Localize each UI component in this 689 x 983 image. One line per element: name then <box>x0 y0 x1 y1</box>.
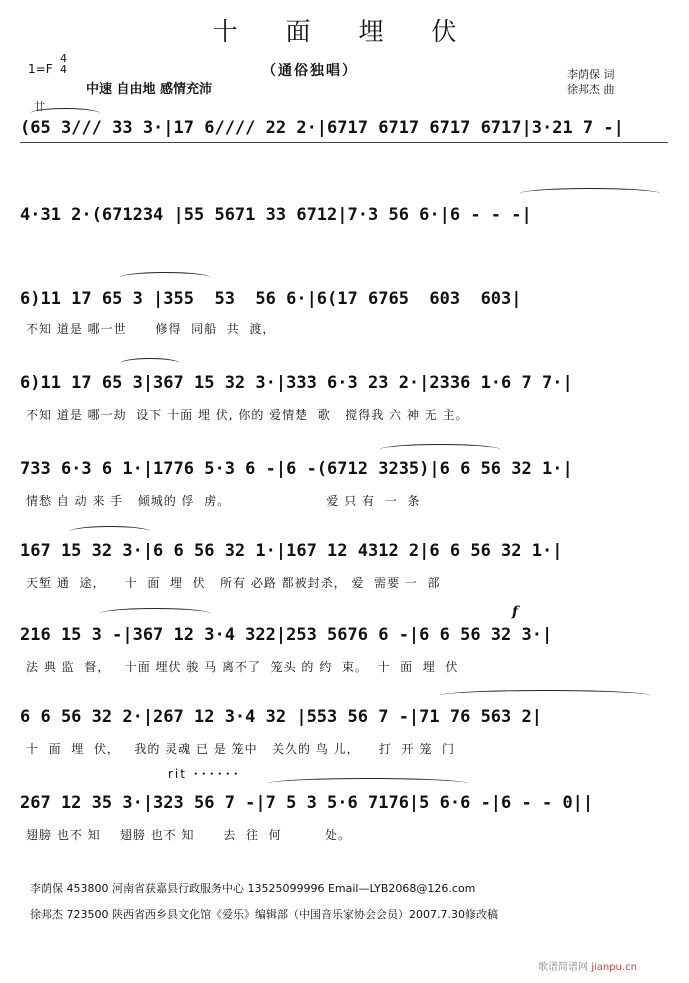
time-signature <box>60 53 67 75</box>
lyrics-row-7: 法 典 监 督， 十面 埋伏 骏 马 离不了 笼头 的 约 束。 十 面 埋 伏 <box>26 660 459 674</box>
notation-row-2: 4·31 2·(671234 |55 5671 33 6712|7·3 56 6·|6 - - -| <box>20 205 532 225</box>
lyrics-row-6: 天堑 通 途， 十 面 埋 伏 所有 必路 都被封杀， 爱 需要 一 部 <box>26 576 441 590</box>
underline-beam <box>20 142 668 143</box>
composer-credit: 徐邦杰 曲 <box>567 83 615 96</box>
slur <box>268 778 468 789</box>
slur <box>520 188 660 199</box>
slur <box>440 690 650 701</box>
notation-row-8: 6 6 56 32 2·|267 12 3·4 32 |553 56 7 -|71 76 563 2| <box>20 707 542 727</box>
footer-line-1: 李荫保 453800 河南省获嘉县行政服务中心 13525099996 Email—LYB2068@126.com <box>30 882 476 895</box>
ritardando-mark: rit ･･････ <box>168 767 241 781</box>
notation-row-3: 6)11 17 65 3 |355 53 56 6·|6(17 6765 603 603| <box>20 289 522 309</box>
notation-row-6: 167 15 32 3·|6 6 56 32 1·|167 12 4312 2|6 6 56 32 1·| <box>20 541 563 561</box>
watermark-site: 歌谱简谱网 <box>538 962 588 973</box>
lyrics-row-4: 不知 道是 哪一劫 设下 十面 埋 伏, 你的 爱情楚 歌 搅得我 六 神 无 主。 <box>26 408 469 422</box>
sanban-mark: 廿 <box>34 100 45 113</box>
credits <box>567 67 615 97</box>
slur <box>70 526 150 537</box>
slur <box>120 272 210 283</box>
lyrics-row-9: 翅膀 也不 知 翅膀 也不 知 去 往 何 处。 <box>26 828 351 842</box>
footer-line-2: 徐邦杰 723500 陕西省西乡县文化馆《爱乐》编辑部（中国音乐家协会会员）2007.7.30修改稿 <box>30 908 498 921</box>
slur <box>100 608 210 619</box>
notation-row-7: 216 15 3 -|367 12 3·4 322|253 5676 6 -|6 6 56 32 3·| <box>20 625 553 645</box>
watermark-url: jianpu.cn <box>591 962 637 973</box>
time-signature-bottom: 4 <box>60 63 67 76</box>
lyrics-row-5: 情愁 自 动 来 手 倾城的 俘 虏。 爱 只 有 一 条 <box>26 494 421 508</box>
slur <box>380 444 500 455</box>
tempo-marking: 中速 自由地 感情充沛 <box>86 82 213 97</box>
song-subtitle: （通俗独唱） <box>262 63 358 79</box>
lyricist-credit: 李荫保 词 <box>567 68 615 81</box>
forte-mark: f <box>512 604 519 620</box>
time-signature-top: 4 <box>60 52 67 65</box>
notation-row-5: 733 6·3 6 1·|1776 5·3 6 -|6 -(6712 3235)|6 6 56 32 1·| <box>20 459 573 479</box>
watermark <box>538 958 637 973</box>
notation-row-4: 6)11 17 65 3|367 15 32 3·|333 6·3 23 2·|2336 1·6 7 7·| <box>20 373 573 393</box>
notation-row-1: (65 3/// 33 3·|17 6//// 22 2·|6717 6717 6717 6717|3·21 7 -| <box>20 118 624 138</box>
notation-row-9: 267 12 35 3·|323 56 7 -|7 5 3 5·6 7176|5 6·6 -|6 - - 0|| <box>20 793 594 813</box>
lyrics-row-8: 十 面 埋 伏， 我的 灵魂 已 是 笼中 关久的 鸟 儿， 打 开 笼 门 <box>26 742 455 756</box>
lyrics-row-3: 不知 道是 哪一世 修得 同船 共 渡， <box>26 322 276 336</box>
key-signature: 1=F <box>28 62 53 76</box>
song-title: 十 面 埋 伏 <box>212 17 477 46</box>
slur <box>120 358 180 369</box>
